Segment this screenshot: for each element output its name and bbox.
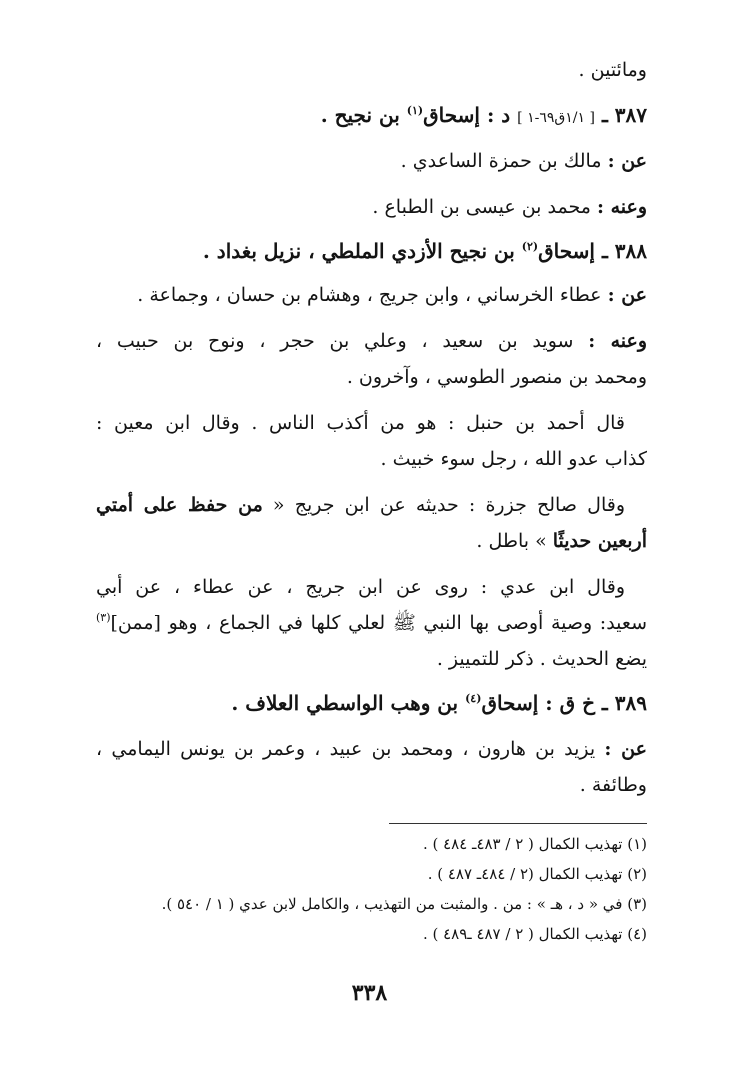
entry-name-rest: بن نجيح .	[320, 103, 400, 127]
paragraph-adi-line3	[96, 644, 647, 674]
footnote-marker: (٤)	[465, 692, 482, 705]
paragraph-text: وقال ابن عدي : روى عن ابن جريج ، عن عطاء ، عن أبي	[96, 576, 625, 598]
hadith-text: من حفظ على أمتي	[96, 494, 263, 516]
footnote-1: (١) تهذيب الكمال ( ٢ / ٤٨٣ـ ٤٨٤ ) .	[422, 835, 647, 853]
footnote-divider	[389, 823, 647, 824]
entry-388-heading	[96, 236, 647, 266]
continuation-text: ومائتين .	[578, 59, 647, 81]
paragraph-text: يضع الحديث . ذكر للتمييز .	[436, 648, 647, 670]
entry-name-rest: بن وهب الواسطي العلاف .	[231, 691, 459, 715]
paragraph-adi-line1	[96, 572, 647, 602]
entry-number: ٣٨٧ ـ	[601, 103, 647, 127]
from-label: عن :	[604, 738, 647, 760]
paragraph-text: سعيد: وصية أوصى بها النبي ﷺ لعلي كلها في الجماع ، وهو [ممن]	[110, 612, 647, 634]
entry-symbol: د :	[486, 103, 511, 127]
footnote-3: (٣) في « د ، هـ » : من . والمثبت من التهذيب ، والكامل لابن عدي ( ١ / ٥٤٠ ).	[161, 895, 647, 913]
footnote-marker: (٢)	[521, 240, 539, 253]
page-number: ٣٣٨	[351, 980, 388, 1006]
entry-388-narrators-line1	[96, 326, 647, 356]
paragraph-text: قال أحمد بن حنبل : هو من أكذب الناس . وقال ابن معين :	[96, 412, 625, 434]
entry-name-rest: بن نجيح الأزدي الملطي ، نزيل بغداد .	[202, 239, 515, 263]
entry-389-from-line2	[96, 770, 647, 800]
entry-389-heading	[96, 688, 647, 718]
entry-name: ٣٨٨ ـ إسحاق	[538, 239, 647, 263]
footnote-4: (٤) تهذيب الكمال ( ٢ / ٤٨٧ ـ٤٨٩ ) .	[422, 925, 647, 943]
paragraph-ahmad-line1	[96, 408, 647, 438]
entry-name: إسحاق	[423, 103, 480, 127]
hadith-text: أربعين حديثًا	[552, 530, 647, 552]
from-text: مالك بن حمزة الساعدي .	[400, 150, 602, 172]
continuation-line	[96, 55, 647, 85]
from-text: وطائفة .	[579, 774, 647, 796]
paragraph-text: » باطل .	[476, 530, 547, 552]
entry-387-heading	[96, 100, 647, 133]
entry-388-from	[96, 280, 647, 310]
narrators-text: سويد بن سعيد ، وعلي بن حجر ، ونوح بن حبيب ،	[96, 330, 574, 352]
paragraph-salih-line1	[96, 490, 647, 520]
narrators-text: محمد بن عيسى بن الطباع .	[372, 196, 591, 218]
narrators-label: وعنه :	[588, 330, 647, 352]
narrators-text: ومحمد بن منصور الطوسي ، وآخرون .	[346, 366, 647, 388]
paragraph-adi-line2	[96, 608, 647, 638]
paragraph-salih-line2	[96, 526, 647, 556]
from-label: عن :	[607, 150, 647, 172]
footnote-2: (٢) تهذيب الكمال (٢ / ٤٨٤ـ ٤٨٧ ) .	[427, 865, 647, 883]
entry-387-narrators	[96, 192, 647, 222]
from-text: عطاء الخرساني ، وابن جريج ، وهشام بن حسان ، وجماعة .	[137, 284, 602, 306]
paragraph-text: كذاب عدو الله ، رجل سوء خبيث .	[380, 448, 647, 470]
entry-387-from	[96, 146, 647, 176]
entry-388-narrators-line2	[96, 362, 647, 392]
paragraph-ahmad-line2	[96, 444, 647, 474]
from-label: عن :	[607, 284, 647, 306]
entry-389-from-line1	[96, 734, 647, 764]
manuscript-ref: [ ١/١ق٦٩-١ ]	[517, 110, 595, 126]
entry-name: ٣٨٩ ـ خ ق : إسحاق	[481, 691, 647, 715]
paragraph-text: وقال صالح جزرة : حديثه عن ابن جريج «	[272, 494, 625, 516]
footnote-marker: (٣)	[96, 611, 111, 624]
footnote-marker: (١)	[406, 104, 424, 117]
narrators-label: وعنه :	[596, 196, 647, 218]
from-text: يزيد بن هارون ، ومحمد بن عبيد ، وعمر بن يونس اليمامي ،	[96, 738, 596, 760]
